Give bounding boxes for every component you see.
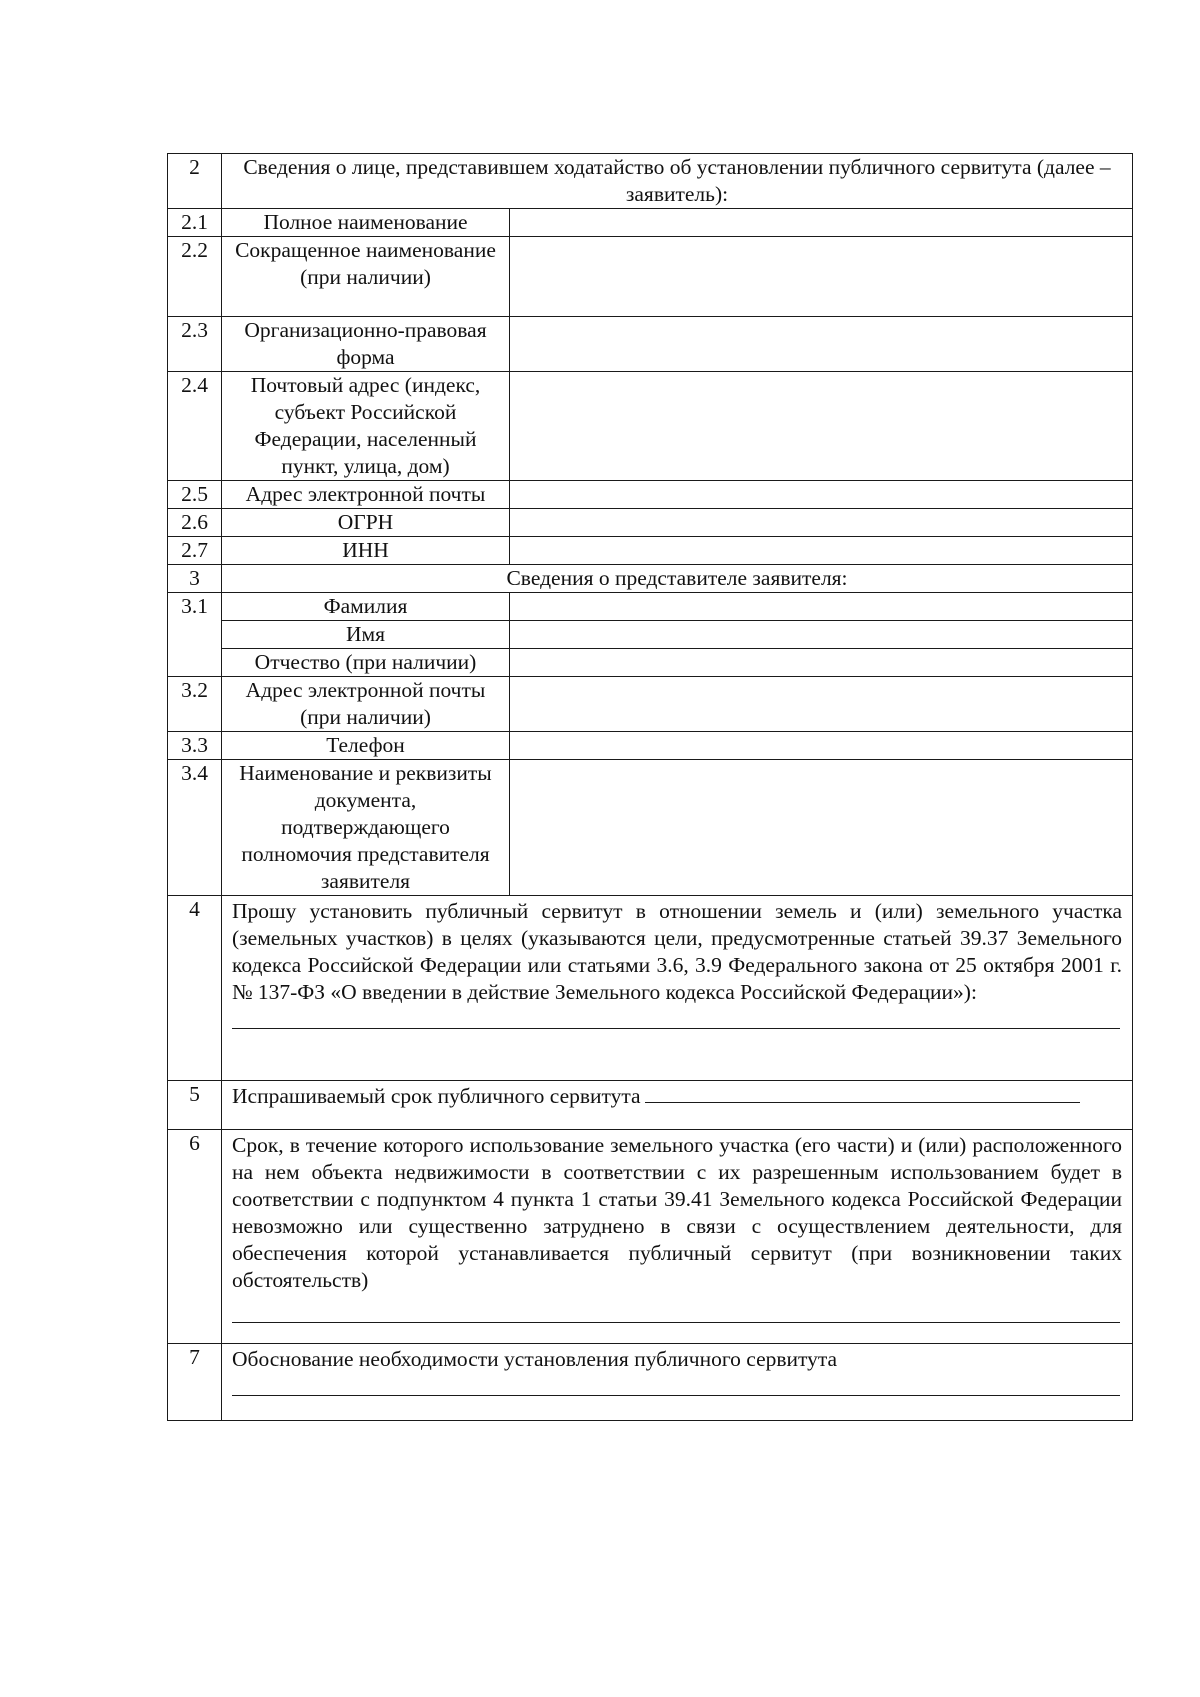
table-row [168,237,1133,317]
section-7-cell [222,1344,1133,1421]
representative-email-field[interactable] [510,677,1133,732]
table-row [168,677,1133,732]
justification-fill-line[interactable] [232,1373,1120,1396]
row-number: 2.6 [168,509,222,537]
field-label: Фамилия [222,593,510,621]
section-4-cell [222,896,1133,1081]
table-row [168,317,1133,372]
row-number: 2.5 [168,481,222,509]
table-row [168,732,1133,760]
restriction-term-fill-line[interactable] [232,1300,1120,1323]
row-number: 3.3 [168,732,222,760]
section-heading: Сведения о представителе заявителя: [222,565,1133,593]
section-heading: Сведения о лице, представившем ходатайство об установлении публичного сервитута (далее – заявитель): [222,154,1133,209]
row-number: 2 [168,154,222,209]
table-row [168,509,1133,537]
section-4-row [168,896,1133,1081]
field-label: Отчество (при наличии) [222,649,510,677]
inn-field[interactable] [510,537,1133,565]
full-name-field[interactable] [510,209,1133,237]
table-row [168,372,1133,481]
postal-address-field[interactable] [510,372,1133,481]
table-row [168,760,1133,896]
row-number: 2.4 [168,372,222,481]
row-number: 2.2 [168,237,222,317]
section-5-cell [222,1081,1133,1130]
patronymic-field[interactable] [510,649,1133,677]
name-field[interactable] [510,621,1133,649]
table-row [168,537,1133,565]
term-fill-line[interactable] [645,1084,1080,1103]
field-label: ОГРН [222,509,510,537]
phone-field[interactable] [510,732,1133,760]
row-number: 3.2 [168,677,222,732]
field-label: Телефон [222,732,510,760]
row-number: 3.1 [168,593,222,677]
row-number: 7 [168,1344,222,1421]
authority-document-field[interactable] [510,760,1133,896]
section-6-row [168,1130,1133,1344]
section-7-row [168,1344,1133,1421]
application-form-table [167,153,1133,1421]
legal-form-field[interactable] [510,317,1133,372]
field-label: ИНН [222,537,510,565]
field-label: Почтовый адрес (индекс, субъект Российской Федерации, населенный пункт, улица, дом) [222,372,510,481]
short-name-field[interactable] [510,237,1133,317]
field-label: Адрес электронной почты (при наличии) [222,677,510,732]
field-label: Адрес электронной почты [222,481,510,509]
field-label: Имя [222,621,510,649]
table-row [168,649,1133,677]
row-number: 6 [168,1130,222,1344]
row-number: 5 [168,1081,222,1130]
field-label: Сокращенное наименование (при наличии) [222,237,510,317]
purpose-fill-line[interactable] [232,1006,1120,1029]
row-number: 4 [168,896,222,1081]
row-number: 3.4 [168,760,222,896]
section-3-heading-row [168,565,1133,593]
table-row [168,209,1133,237]
section-2-heading-row [168,154,1133,209]
field-label: Организационно-правовая форма [222,317,510,372]
email-field[interactable] [510,481,1133,509]
table-row [168,621,1133,649]
surname-field[interactable] [510,593,1133,621]
row-number: 2.3 [168,317,222,372]
table-row [168,593,1133,621]
row-number: 2.7 [168,537,222,565]
field-label: Наименование и реквизиты документа, подтверждающего полномочия представителя заявителя [222,760,510,896]
section-text: Срок, в течение которого использование земельного участка (его части) и (или) расположенного на нем объекта недвижимости в соответствии с их разрешенным использованием будет в соответствии с подпунктом 4 пункта 1 статьи 39.41 Земельного кодекса Российской Федерации невозможно или существенно затруднено в связи с осуществлением деятельности, для обеспечения которой устанавливается публичный сервитут (при возникновении таких обстоятельств) [232,1133,1122,1292]
table-row [168,481,1133,509]
section-text: Прошу установить публичный сервитут в отношении земель и (или) земельного участка (земельных участков) в целях (указываются цели, предусмотренные статьей 39.37 Земельного кодекса Российской Федерации или статьями 3.6, 3.9 Федерального закона от 25 октября 2001 г. № 137-ФЗ «О введении в действие Земельного кодекса Российской Федерации»): [232,899,1122,1004]
section-text: Обоснование необходимости установления публичного сервитута [232,1347,838,1371]
field-label: Полное наименование [222,209,510,237]
section-5-row [168,1081,1133,1130]
row-number: 2.1 [168,209,222,237]
section-text: Испрашиваемый срок публичного сервитута [232,1084,641,1108]
ogrn-field[interactable] [510,509,1133,537]
row-number: 3 [168,565,222,593]
section-6-cell [222,1130,1133,1344]
